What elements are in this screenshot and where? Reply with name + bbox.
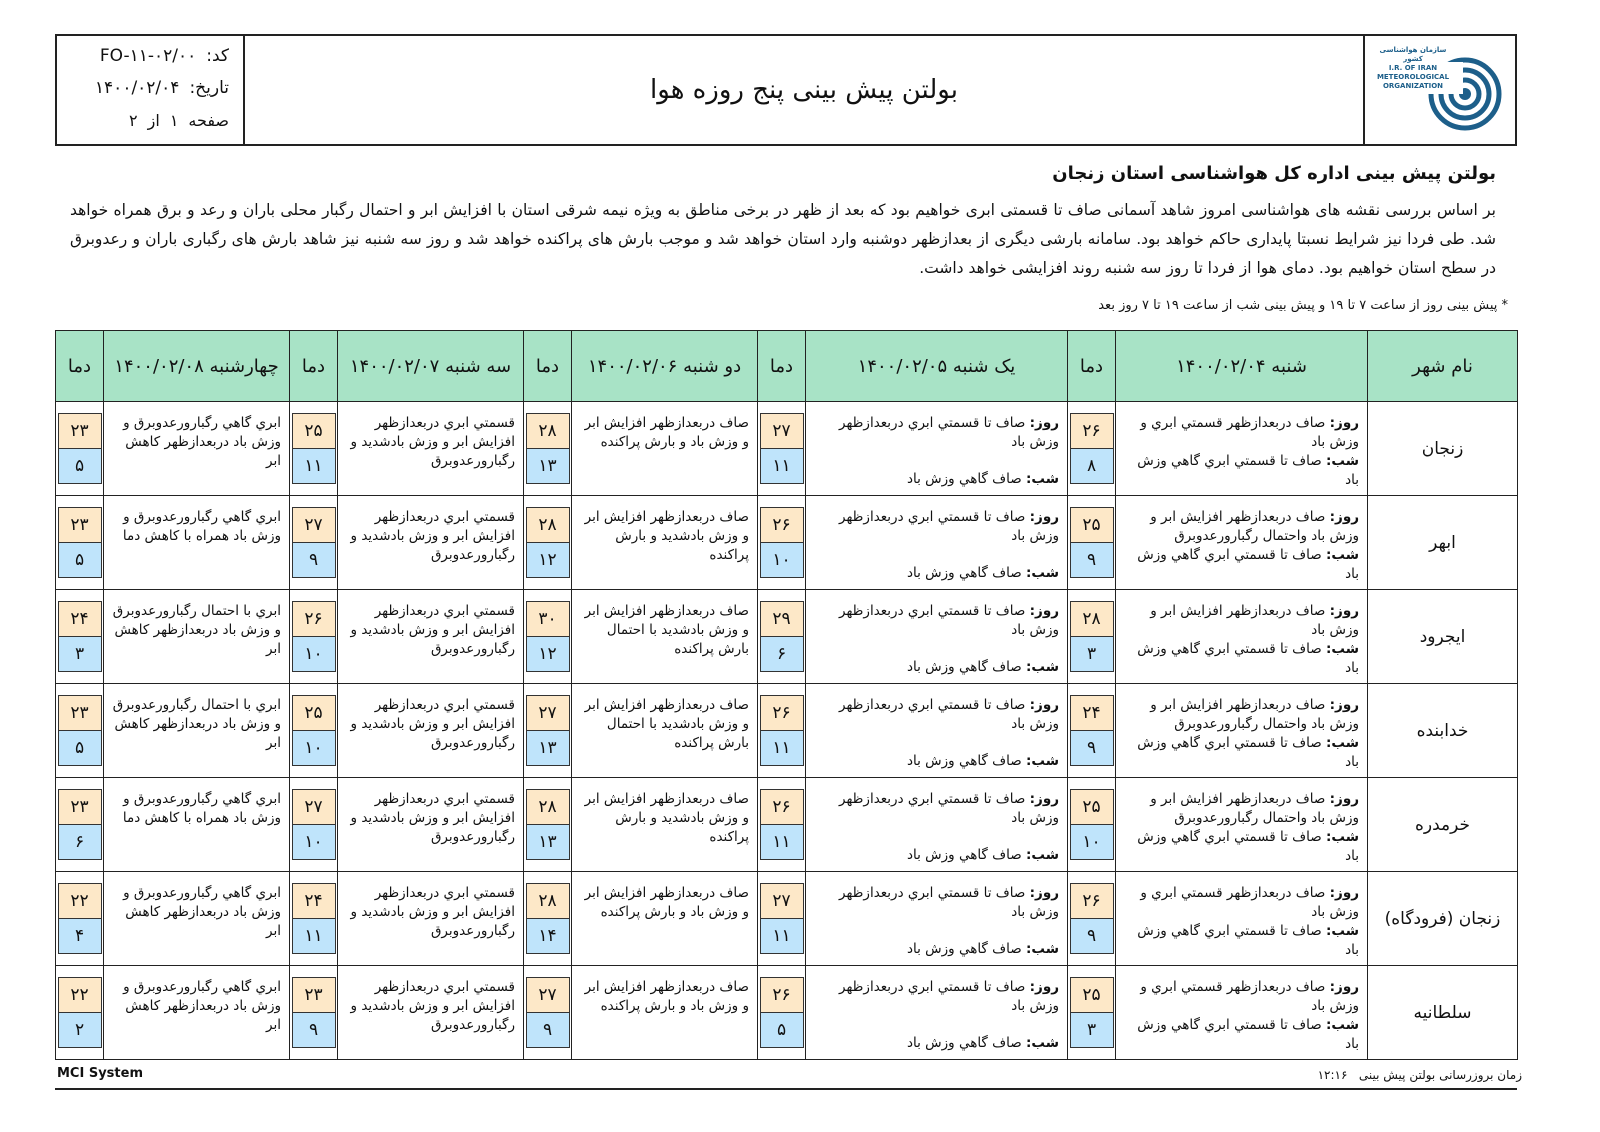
temp-cell — [758, 872, 806, 966]
day-forecast: صاف تا قسمتي ابري دربعدازظهر وزش باد — [839, 979, 1059, 1014]
night-forecast: صاف گاهي وزش باد — [906, 1035, 1022, 1051]
day-header: شنبه ۱۴۰۰/۰۲/۰۴ — [1116, 331, 1368, 402]
day-label: روز: — [1329, 603, 1359, 619]
day-label: روز: — [1029, 885, 1059, 901]
bulletin-header — [55, 34, 1517, 146]
city-name: زنجان (فرودگاه) — [1368, 872, 1518, 966]
doc-date: تاریخ: ۱۴۰۰/۰۲/۰۴ — [94, 78, 229, 98]
night-label: شب: — [1326, 453, 1359, 469]
temp-cell — [524, 496, 572, 590]
forecast-table-body — [56, 402, 1518, 1060]
night-label: شب: — [1026, 471, 1059, 487]
temp-cell — [758, 590, 806, 684]
max-temp: ۲۵ — [1070, 977, 1114, 1013]
night-label: شب: — [1026, 753, 1059, 769]
forecast-desc — [1116, 684, 1368, 778]
max-temp: ۲۶ — [760, 789, 804, 825]
footer-rule — [55, 1088, 1517, 1090]
day-forecast: صاف دربعدازظهر افزايش ابر و وزش باد — [1150, 603, 1359, 638]
min-temp: ۱۰ — [292, 637, 336, 672]
temp-cell — [56, 402, 104, 496]
forecast-desc — [1116, 402, 1368, 496]
max-temp: ۲۷ — [526, 695, 570, 731]
day-label: روز: — [1029, 415, 1059, 431]
max-temp: ۲۳ — [292, 977, 336, 1013]
night-forecast: صاف تا قسمتي ابري گاهي وزش باد — [1137, 735, 1359, 770]
temp-cell — [290, 966, 338, 1060]
forecast-desc — [1116, 966, 1368, 1060]
min-temp: ۱۳ — [526, 449, 570, 484]
max-temp: ۲۸ — [526, 789, 570, 825]
temp-cell — [758, 778, 806, 872]
city-name: ابهر — [1368, 496, 1518, 590]
night-label: شب: — [1026, 1035, 1059, 1051]
temp-cell — [290, 496, 338, 590]
city-name: سلطانیه — [1368, 966, 1518, 1060]
max-temp: ۲۳ — [58, 789, 102, 825]
temp-cell — [56, 496, 104, 590]
forecast-desc — [806, 496, 1068, 590]
forecast-desc: ابري گاهي رگبارورعدوبرق و وزش باد همراه با کاهش دما — [104, 778, 290, 872]
page-title: بولتن پیش بینی پنج روزه هوا — [650, 75, 958, 105]
forecast-desc: قسمتي ابري دربعدازظهر افزايش ابر و وزش بادشديد و رگبارورعدوبرق — [338, 684, 524, 778]
max-temp: ۲۲ — [58, 977, 102, 1013]
day-label: روز: — [1029, 697, 1059, 713]
min-temp: ۶ — [58, 825, 102, 860]
day-header: دو شنبه ۱۴۰۰/۰۲/۰۶ — [572, 331, 758, 402]
night-forecast: صاف تا قسمتي ابري گاهي وزش باد — [1137, 547, 1359, 582]
temp-cell — [290, 872, 338, 966]
night-label: شب: — [1326, 1017, 1359, 1033]
city-name: خدابنده — [1368, 684, 1518, 778]
forecast-desc: قسمتي ابري دربعدازظهر افزايش ابر و وزش بادشديد و رگبارورعدوبرق — [338, 778, 524, 872]
max-temp: ۲۴ — [58, 601, 102, 637]
footer-update: زمان بروزرسانی بولتن پیش بینی ۱۲:۱۶ — [1317, 1068, 1522, 1082]
min-temp: ۱۱ — [292, 449, 336, 484]
temp-cell — [524, 778, 572, 872]
day-label: روز: — [1329, 791, 1359, 807]
temp-cell — [56, 684, 104, 778]
temp-cell — [524, 590, 572, 684]
day-label: روز: — [1329, 415, 1359, 431]
night-forecast: صاف گاهي وزش باد — [906, 753, 1022, 769]
temp-cell — [290, 402, 338, 496]
forecast-desc: صاف دربعدازظهر افزايش ابر و وزش بادشديد و بارش پراکنده — [572, 778, 758, 872]
temp-cell — [1068, 684, 1116, 778]
doc-meta — [57, 36, 245, 144]
min-temp: ۱۳ — [526, 825, 570, 860]
min-temp: ۱۰ — [292, 825, 336, 860]
table-row — [56, 872, 1518, 966]
day-forecast: صاف دربعدازظهر قسمتي ابري و وزش باد — [1140, 979, 1359, 1014]
day-header: سه شنبه ۱۴۰۰/۰۲/۰۷ — [338, 331, 524, 402]
max-temp: ۲۲ — [58, 883, 102, 919]
day-forecast: صاف دربعدازظهر قسمتي ابري و وزش باد — [1140, 415, 1359, 450]
min-temp: ۹ — [292, 543, 336, 578]
day-forecast: صاف تا قسمتي ابري دربعدازظهر وزش باد — [839, 791, 1059, 826]
night-forecast: صاف گاهي وزش باد — [906, 565, 1022, 581]
temp-cell — [524, 684, 572, 778]
city-name: ایجرود — [1368, 590, 1518, 684]
min-temp: ۱۰ — [1070, 825, 1114, 860]
temp-cell — [290, 684, 338, 778]
table-header-row — [56, 331, 1518, 402]
temp-cell — [1068, 402, 1116, 496]
night-forecast: صاف گاهي وزش باد — [906, 659, 1022, 675]
forecast-desc: ابري گاهي رگبارورعدوبرق و وزش باد دربعدازظهر کاهش ابر — [104, 872, 290, 966]
max-temp: ۲۶ — [1070, 413, 1114, 449]
temp-cell — [524, 402, 572, 496]
min-temp: ۱۱ — [760, 449, 804, 484]
night-forecast: صاف گاهي وزش باد — [906, 847, 1022, 863]
min-temp: ۱۱ — [760, 919, 804, 954]
max-temp: ۲۴ — [292, 883, 336, 919]
min-temp: ۹ — [292, 1013, 336, 1048]
forecast-desc — [1116, 496, 1368, 590]
temp-cell — [56, 966, 104, 1060]
forecast-note: * پیش بینی روز از ساعت ۷ تا ۱۹ و پیش بینی شب از ساعت ۱۹ تا ۷ روز بعد — [1098, 298, 1508, 313]
table-row — [56, 778, 1518, 872]
day-forecast: صاف دربعدازظهر افزايش ابر و وزش باد واحتمال رگبارورعدوبرق — [1150, 509, 1359, 544]
max-temp: ۲۵ — [292, 413, 336, 449]
max-temp: ۲۸ — [526, 413, 570, 449]
day-forecast: صاف تا قسمتي ابري دربعدازظهر وزش باد — [839, 885, 1059, 920]
min-temp: ۱۲ — [526, 637, 570, 672]
max-temp: ۲۸ — [1070, 601, 1114, 637]
max-temp: ۲۸ — [526, 507, 570, 543]
temp-cell — [758, 402, 806, 496]
temp-cell — [290, 778, 338, 872]
temp-header: دما — [56, 331, 104, 402]
temp-cell — [290, 590, 338, 684]
max-temp: ۲۵ — [292, 695, 336, 731]
night-forecast: صاف تا قسمتي ابري گاهي وزش باد — [1137, 829, 1359, 864]
temp-cell — [758, 684, 806, 778]
day-forecast: صاف دربعدازظهر افزايش ابر و وزش باد واحتمال رگبارورعدوبرق — [1150, 697, 1359, 732]
day-label: روز: — [1329, 885, 1359, 901]
min-temp: ۹ — [526, 1013, 570, 1048]
forecast-desc — [806, 778, 1068, 872]
max-temp: ۲۷ — [292, 507, 336, 543]
day-label: روز: — [1029, 791, 1059, 807]
night-forecast: صاف گاهي وزش باد — [906, 471, 1022, 487]
night-forecast: صاف گاهي وزش باد — [906, 941, 1022, 957]
day-label: روز: — [1029, 979, 1059, 995]
day-label: روز: — [1029, 603, 1059, 619]
max-temp: ۲۶ — [760, 507, 804, 543]
max-temp: ۲۳ — [58, 413, 102, 449]
day-label: روز: — [1329, 979, 1359, 995]
min-temp: ۵ — [58, 543, 102, 578]
forecast-desc: قسمتي ابري دربعدازظهر افزايش ابر و وزش بادشديد و رگبارورعدوبرق — [338, 402, 524, 496]
min-temp: ۱۰ — [292, 731, 336, 766]
forecast-desc: صاف دربعدازظهر افزايش ابر و وزش بادشديد با احتمال بارش پراکنده — [572, 684, 758, 778]
table-row — [56, 496, 1518, 590]
temp-cell — [1068, 590, 1116, 684]
forecast-table — [55, 330, 1518, 1060]
min-temp: ۱۱ — [760, 825, 804, 860]
min-temp: ۱۱ — [760, 731, 804, 766]
max-temp: ۲۳ — [58, 695, 102, 731]
night-label: شب: — [1326, 547, 1359, 563]
forecast-desc: قسمتي ابري دربعدازظهر افزايش ابر و وزش بادشديد و رگبارورعدوبرق — [338, 966, 524, 1060]
city-name: زنجان — [1368, 402, 1518, 496]
temp-header: دما — [524, 331, 572, 402]
min-temp: ۶ — [760, 637, 804, 672]
temp-cell — [56, 778, 104, 872]
night-label: شب: — [1326, 735, 1359, 751]
forecast-desc: ابري گاهي رگبارورعدوبرق و وزش باد همراه با کاهش دما — [104, 496, 290, 590]
forecast-desc — [806, 684, 1068, 778]
logo-caption: سازمان هواشناسی کشور I.R. OF IRAN METEOROLOGICAL ORGANIZATION — [1376, 46, 1450, 90]
day-forecast: صاف تا قسمتي ابري دربعدازظهر وزش باد — [839, 603, 1059, 638]
min-temp: ۹ — [1070, 731, 1114, 766]
night-forecast: صاف تا قسمتي ابري گاهي وزش باد — [1137, 453, 1359, 488]
forecast-desc: ابري گاهي رگبارورعدوبرق و وزش باد دربعدازظهر کاهش ابر — [104, 402, 290, 496]
day-label: روز: — [1329, 509, 1359, 525]
forecast-desc — [806, 966, 1068, 1060]
temp-header: دما — [1068, 331, 1116, 402]
night-forecast: صاف تا قسمتي ابري گاهي وزش باد — [1137, 641, 1359, 676]
min-temp: ۹ — [1070, 543, 1114, 578]
max-temp: ۲۷ — [292, 789, 336, 825]
max-temp: ۲۸ — [526, 883, 570, 919]
min-temp: ۹ — [1070, 919, 1114, 954]
min-temp: ۱۰ — [760, 543, 804, 578]
temp-cell — [524, 966, 572, 1060]
min-temp: ۸ — [1070, 449, 1114, 484]
section-title: بولتن پیش بینی اداره کل هواشناسی استان زنجان — [1052, 163, 1496, 184]
night-forecast: صاف تا قسمتي ابري گاهي وزش باد — [1137, 923, 1359, 958]
max-temp: ۲۵ — [1070, 789, 1114, 825]
night-label: شب: — [1326, 923, 1359, 939]
min-temp: ۳ — [58, 637, 102, 672]
table-row — [56, 402, 1518, 496]
min-temp: ۴ — [58, 919, 102, 954]
night-label: شب: — [1026, 565, 1059, 581]
min-temp: ۳ — [1070, 637, 1114, 672]
footer-system: MCI System — [57, 1066, 143, 1081]
min-temp: ۲ — [58, 1013, 102, 1048]
table-row — [56, 684, 1518, 778]
max-temp: ۲۵ — [1070, 507, 1114, 543]
forecast-desc: صاف دربعدازظهر افزايش ابر و وزش بادشديد با احتمال بارش پراکنده — [572, 590, 758, 684]
temp-cell — [524, 872, 572, 966]
temp-cell — [758, 966, 806, 1060]
forecast-desc — [1116, 590, 1368, 684]
day-forecast: صاف تا قسمتي ابري دربعدازظهر وزش باد — [839, 415, 1059, 450]
forecast-desc — [806, 590, 1068, 684]
temp-cell — [1068, 778, 1116, 872]
forecast-desc — [1116, 872, 1368, 966]
temp-cell — [758, 496, 806, 590]
max-temp: ۲۷ — [526, 977, 570, 1013]
day-forecast: صاف دربعدازظهر قسمتي ابري و وزش باد — [1140, 885, 1359, 920]
forecast-summary: بر اساس بررسی نقشه های هواشناسی امروز شاهد آسمانی صاف تا قسمتی ابری خواهیم بود که بعد از ظهر در برخی مناطق به ویژه نیمه شرقی استان با افزایش ابر و احتمال رگبار محلی باران و رعد و برق همراه خواهد شد. طی فردا نیز شرایط نسبتا پایداری حاکم خواهد بود. سامانه بارشی دیگری از بعدازظهر دوشنبه وارد استان خواهد شد و موجب بارش های پراکنده خواهد شد و روز سه شنبه نیز شاهد بارش های رگباری باران و رعدوبرق در سطح استان خواهیم بود. دمای هوا از فردا تا روز سه شنبه روند افزایشی خواهد داشت. — [70, 201, 1496, 277]
forecast-desc: ابري با احتمال رگبارورعدوبرق و وزش باد دربعدازظهر کاهش ابر — [104, 590, 290, 684]
min-temp: ۱۲ — [526, 543, 570, 578]
day-forecast: صاف دربعدازظهر افزايش ابر و وزش باد واحتمال رگبارورعدوبرق — [1150, 791, 1359, 826]
max-temp: ۲۴ — [1070, 695, 1114, 731]
forecast-desc: صاف دربعدازظهر افزايش ابر و وزش باد و بارش پراکنده — [572, 966, 758, 1060]
temp-cell — [1068, 966, 1116, 1060]
table-row — [56, 590, 1518, 684]
doc-code: کد: FO-۱۱-۰۲/۰۰ — [99, 46, 229, 66]
logo-box — [1363, 36, 1515, 144]
min-temp: ۵ — [58, 449, 102, 484]
table-row — [56, 966, 1518, 1060]
doc-page: صفحه ۱ از ۲ — [129, 111, 229, 130]
min-temp: ۱۳ — [526, 731, 570, 766]
forecast-desc: قسمتي ابري دربعدازظهر افزايش ابر و وزش بادشديد و رگبارورعدوبرق — [338, 496, 524, 590]
city-column-header: نام شهر — [1368, 331, 1518, 402]
day-forecast: صاف تا قسمتي ابري دربعدازظهر وزش باد — [839, 509, 1059, 544]
forecast-desc — [1116, 778, 1368, 872]
forecast-desc — [806, 402, 1068, 496]
forecast-desc: صاف دربعدازظهر افزايش ابر و وزش باد و بارش پراکنده — [572, 872, 758, 966]
temp-header: دما — [758, 331, 806, 402]
day-forecast: صاف تا قسمتي ابري دربعدازظهر وزش باد — [839, 697, 1059, 732]
day-header: چهارشنبه ۱۴۰۰/۰۲/۰۸ — [104, 331, 290, 402]
forecast-desc: ابري با احتمال رگبارورعدوبرق و وزش باد دربعدازظهر کاهش ابر — [104, 684, 290, 778]
temp-cell — [1068, 872, 1116, 966]
min-temp: ۵ — [58, 731, 102, 766]
day-label: روز: — [1329, 697, 1359, 713]
temp-header: دما — [290, 331, 338, 402]
min-temp: ۳ — [1070, 1013, 1114, 1048]
night-label: شب: — [1026, 659, 1059, 675]
forecast-desc: قسمتي ابري دربعدازظهر افزايش ابر و وزش بادشديد و رگبارورعدوبرق — [338, 872, 524, 966]
max-temp: ۲۶ — [760, 695, 804, 731]
day-label: روز: — [1029, 509, 1059, 525]
forecast-desc: ابري گاهي رگبارورعدوبرق و وزش باد دربعدازظهر کاهش ابر — [104, 966, 290, 1060]
min-temp: ۱۱ — [292, 919, 336, 954]
max-temp: ۲۶ — [292, 601, 336, 637]
forecast-desc — [806, 872, 1068, 966]
day-header: یک شنبه ۱۴۰۰/۰۲/۰۵ — [806, 331, 1068, 402]
max-temp: ۳۰ — [526, 601, 570, 637]
max-temp: ۲۹ — [760, 601, 804, 637]
night-label: شب: — [1326, 641, 1359, 657]
max-temp: ۲۷ — [760, 413, 804, 449]
min-temp: ۱۴ — [526, 919, 570, 954]
max-temp: ۲۶ — [760, 977, 804, 1013]
max-temp: ۲۷ — [760, 883, 804, 919]
temp-cell — [56, 872, 104, 966]
max-temp: ۲۶ — [1070, 883, 1114, 919]
forecast-desc: صاف دربعدازظهر افزايش ابر و وزش بادشديد و بارش پراکنده — [572, 496, 758, 590]
night-forecast: صاف تا قسمتي ابري گاهي وزش باد — [1137, 1017, 1359, 1052]
max-temp: ۲۳ — [58, 507, 102, 543]
forecast-desc: صاف دربعدازظهر افزايش ابر و وزش باد و بارش پراکنده — [572, 402, 758, 496]
min-temp: ۵ — [760, 1013, 804, 1048]
night-label: شب: — [1326, 829, 1359, 845]
night-label: شب: — [1026, 941, 1059, 957]
temp-cell — [1068, 496, 1116, 590]
temp-cell — [56, 590, 104, 684]
night-label: شب: — [1026, 847, 1059, 863]
city-name: خرمدره — [1368, 778, 1518, 872]
forecast-desc: قسمتي ابري دربعدازظهر افزايش ابر و وزش بادشديد و رگبارورعدوبرق — [338, 590, 524, 684]
